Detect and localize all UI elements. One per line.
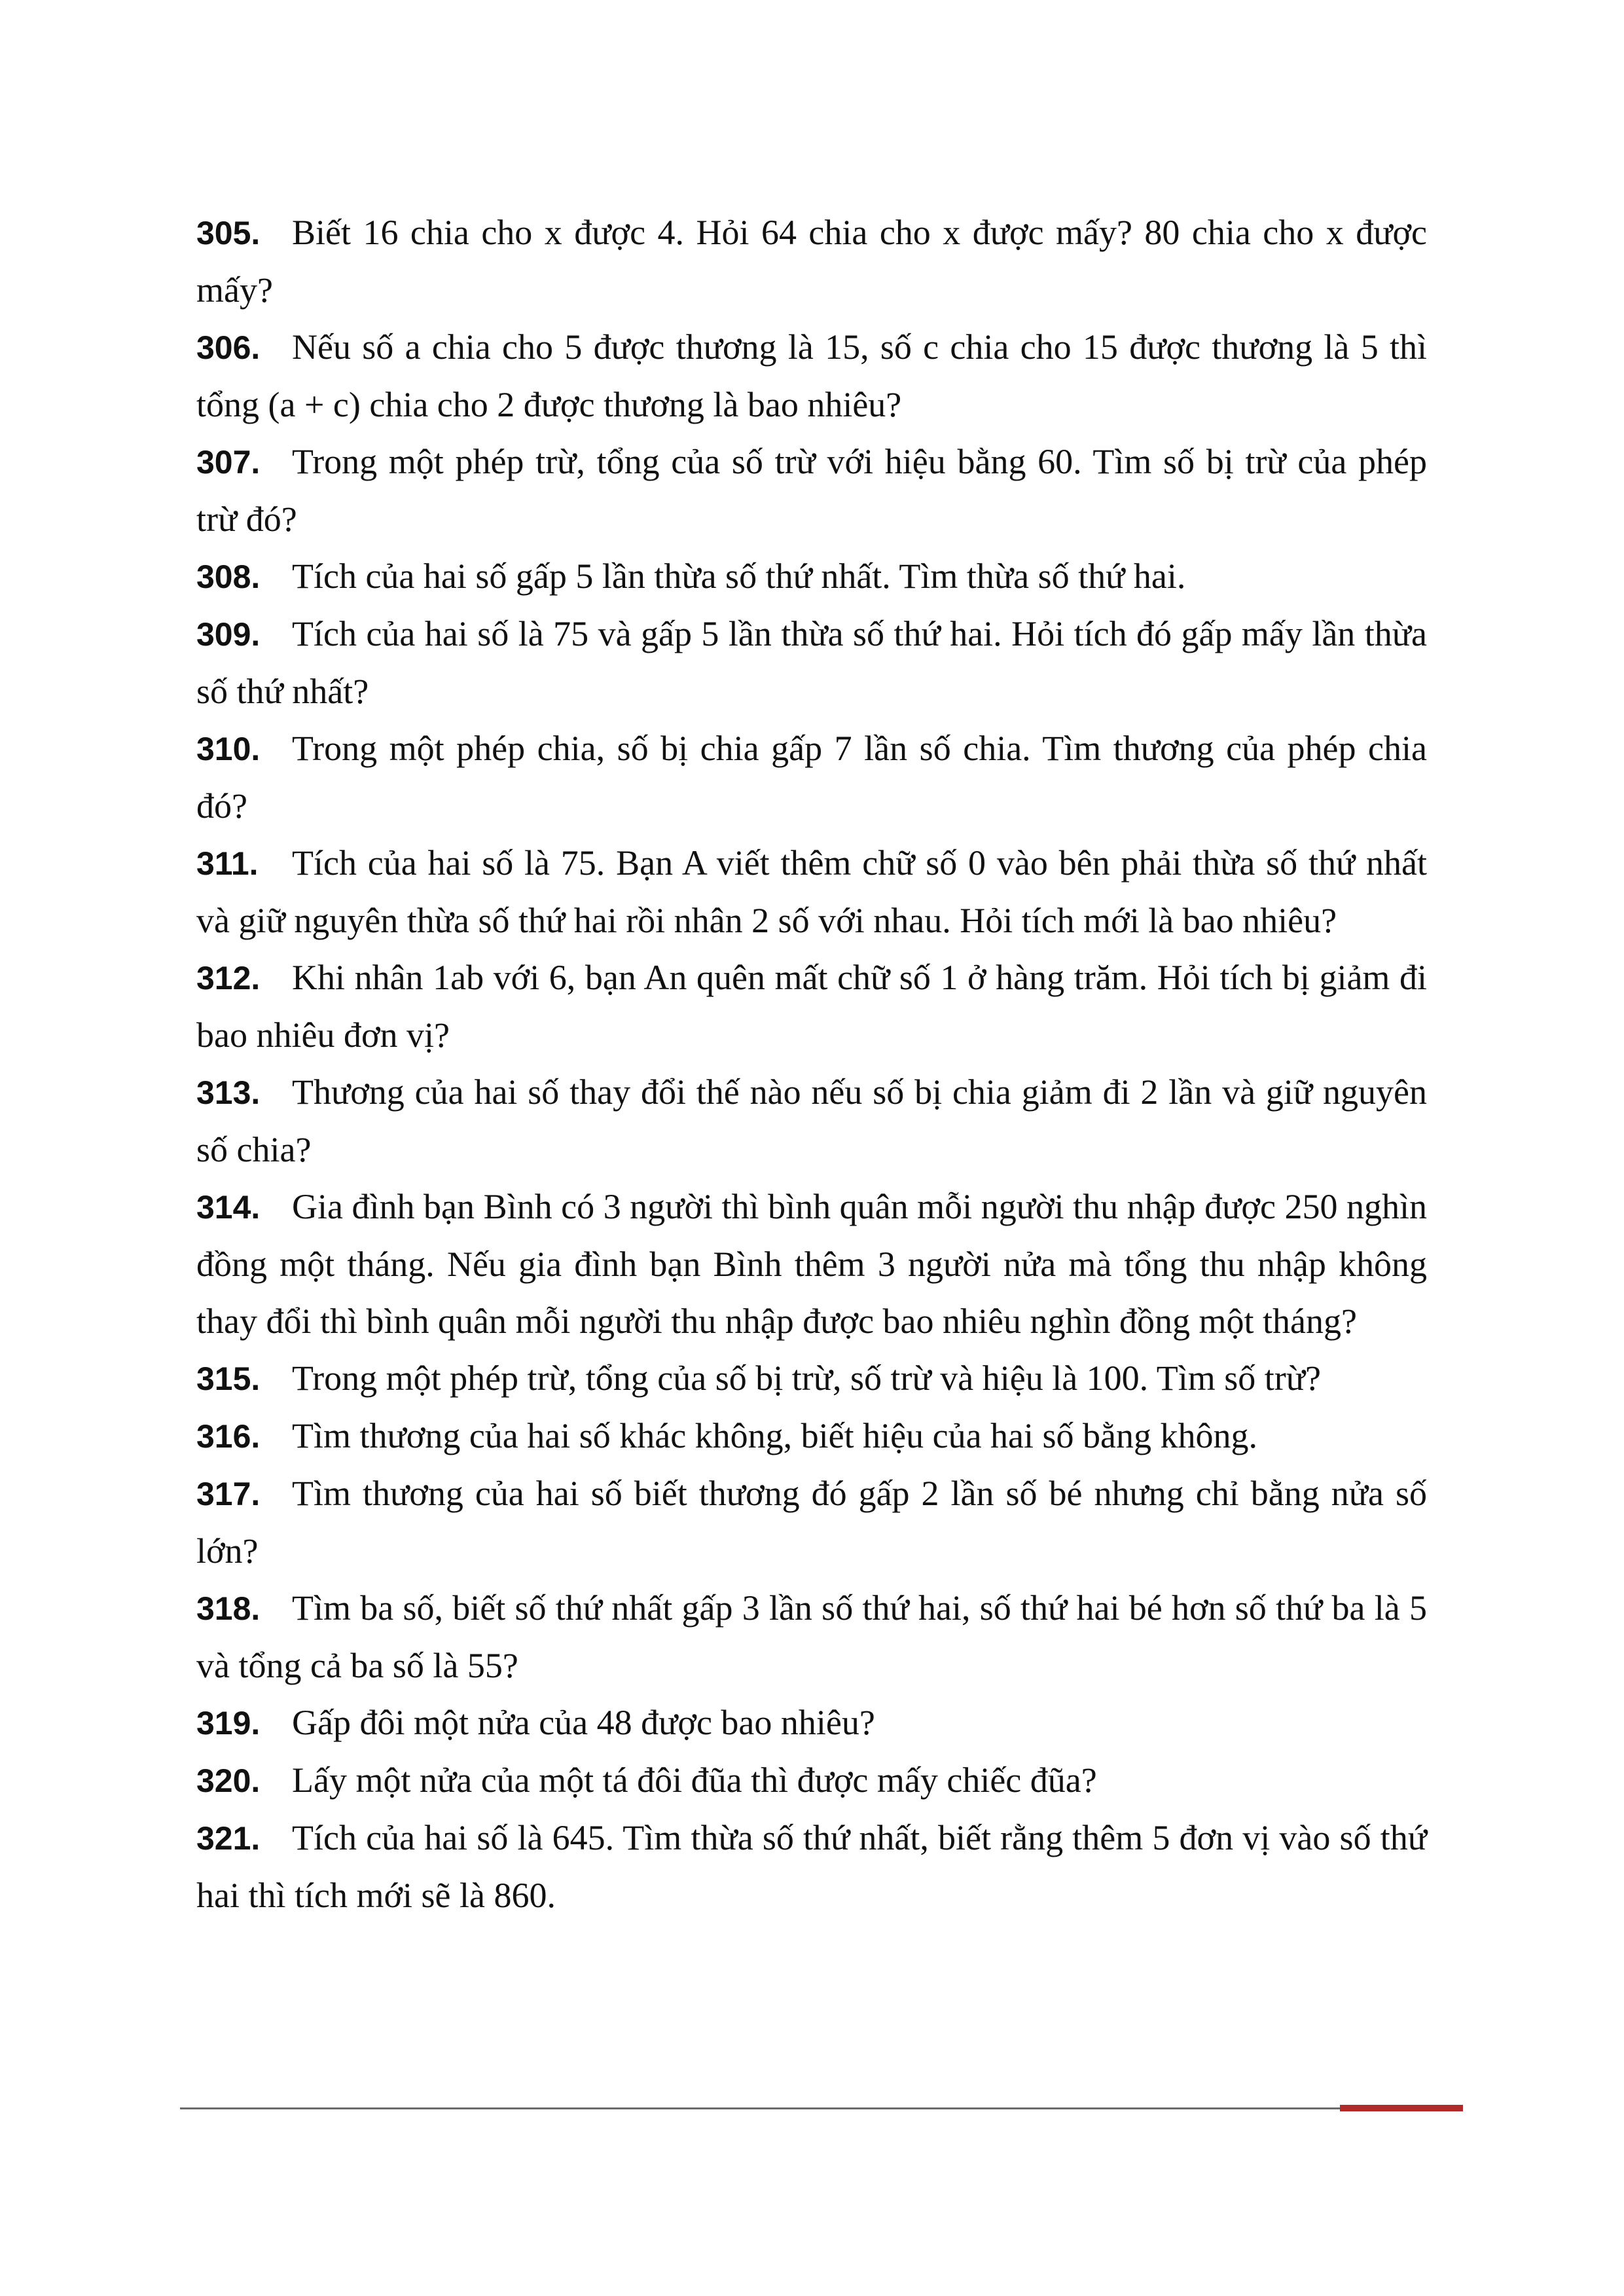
problem-306 [196, 319, 1427, 433]
problem-number: 315. [196, 1360, 261, 1397]
problem-316 [196, 1408, 1427, 1465]
problem-321 [196, 1810, 1427, 1924]
problem-312 [196, 949, 1427, 1064]
problem-text: Khi nhân 1ab với 6, bạn An quên mất chữ số 1 ở hàng trăm. Hỏi tích bị giảm đi bao nhiêu đơn vị? [196, 958, 1427, 1055]
problem-317 [196, 1465, 1427, 1580]
problem-number: 319. [196, 1705, 261, 1741]
problem-314 [196, 1178, 1427, 1350]
problem-320 [196, 1752, 1427, 1810]
problem-text: Tích của hai số gấp 5 lần thừa số thứ nhất. Tìm thừa số thứ hai. [292, 556, 1186, 596]
problem-number: 321. [196, 1820, 261, 1857]
problem-text: Tìm ba số, biết số thứ nhất gấp 3 lần số thứ hai, số thứ hai bé hơn số thứ ba là 5 và tổng cả ba số là 55? [196, 1588, 1427, 1685]
problem-text: Thương của hai số thay đổi thế nào nếu số bị chia giảm đi 2 lần và giữ nguyên số chia? [196, 1072, 1427, 1169]
footer-divider [180, 2107, 1340, 2109]
problem-text: Trong một phép chia, số bị chia gấp 7 lần số chia. Tìm thương của phép chia đó? [196, 729, 1427, 826]
problem-305 [196, 204, 1427, 319]
problem-number: 305. [196, 215, 261, 251]
problem-number: 316. [196, 1418, 261, 1455]
problem-text: Trong một phép trừ, tổng của số trừ với hiệu bằng 60. Tìm số bị trừ của phép trừ đó? [196, 442, 1427, 539]
problem-text: Tích của hai số là 75. Bạn A viết thêm chữ số 0 vào bên phải thừa số thứ nhất và giữ nguyên thừa số thứ hai rồi nhân 2 số với nhau. Hỏi tích mới là bao nhiêu? [196, 843, 1427, 940]
problem-text: Tích của hai số là 75 và gấp 5 lần thừa số thứ hai. Hỏi tích đó gấp mấy lần thừa số thứ nhất? [196, 614, 1427, 711]
problem-319 [196, 1694, 1427, 1752]
problem-number: 313. [196, 1074, 261, 1111]
problem-text: Gấp đôi một nửa của 48 được bao nhiêu? [292, 1703, 875, 1742]
problem-text: Lấy một nửa của một tá đôi đũa thì được mấy chiếc đũa? [292, 1760, 1097, 1800]
problem-310 [196, 720, 1427, 835]
problem-307 [196, 433, 1427, 548]
problem-number: 310. [196, 731, 261, 767]
problem-number: 308. [196, 558, 261, 595]
problem-313 [196, 1064, 1427, 1178]
problem-number: 318. [196, 1590, 261, 1627]
problem-315 [196, 1350, 1427, 1408]
problem-number: 311. [196, 845, 259, 882]
problem-number: 314. [196, 1189, 261, 1226]
problem-number: 312. [196, 960, 261, 996]
problem-text: Trong một phép trừ, tổng của số bị trừ, số trừ và hiệu là 100. Tìm số trừ? [292, 1358, 1321, 1398]
problem-308 [196, 548, 1427, 606]
problem-text: Gia đình bạn Bình có 3 người thì bình quân mỗi người thu nhập được 250 nghìn đồng một tháng. Nếu gia đình bạn Bình thêm 3 người nửa mà tổng thu nhập không thay đổi thì bình quân mỗi người thu nhập được bao nhiêu nghìn đồng một tháng? [196, 1187, 1427, 1341]
problem-text: Biết 16 chia cho x được 4. Hỏi 64 chia cho x được mấy? 80 chia cho x được mấy? [196, 213, 1427, 310]
problem-318 [196, 1580, 1427, 1694]
problem-number: 307. [196, 444, 261, 481]
problem-text: Tìm thương của hai số biết thương đó gấp 2 lần số bé nhưng chỉ bằng nửa số lớn? [196, 1474, 1427, 1571]
problem-list [196, 204, 1427, 1924]
problem-311 [196, 835, 1427, 949]
problem-text: Tìm thương của hai số khác không, biết hiệu của hai số bằng không. [292, 1416, 1258, 1455]
problem-text: Tích của hai số là 645. Tìm thừa số thứ nhất, biết rằng thêm 5 đơn vị vào số thứ hai thì tích mới sẽ là 860. [196, 1818, 1427, 1915]
problem-number: 320. [196, 1762, 261, 1799]
problem-number: 309. [196, 616, 261, 653]
problem-number: 317. [196, 1476, 261, 1512]
problem-number: 306. [196, 329, 261, 366]
problem-text: Nếu số a chia cho 5 được thương là 15, số c chia cho 15 được thương là 5 thì tổng (a + c) chia cho 2 được thương là bao nhiêu? [196, 327, 1427, 424]
problem-309 [196, 606, 1427, 720]
footer-accent-bar [1340, 2105, 1463, 2111]
